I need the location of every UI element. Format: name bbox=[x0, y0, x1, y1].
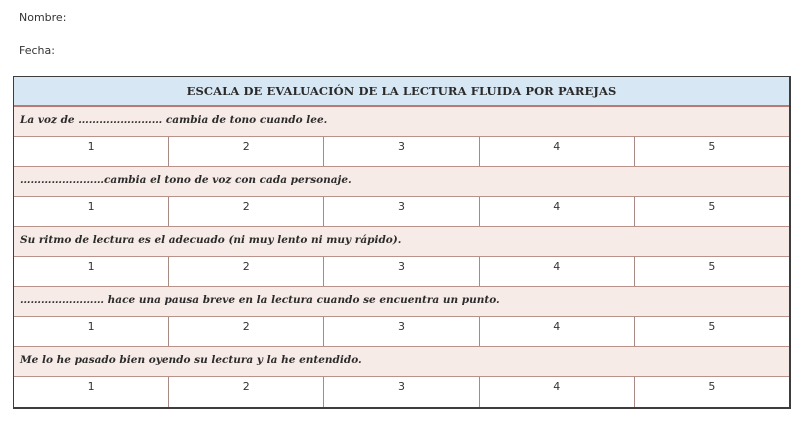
rating-option-3[interactable]: 3 bbox=[324, 317, 479, 346]
table-title: ESCALA DE EVALUACIÓN DE LA LECTURA FLUIDA POR PAREJAS bbox=[14, 77, 789, 107]
statement-row-3: Su ritmo de lectura es el adecuado (ni muy lento ni muy rápido). bbox=[14, 227, 789, 257]
rating-option-5[interactable]: 5 bbox=[708, 260, 716, 273]
rating-option-5[interactable]: 5 bbox=[708, 380, 716, 393]
rating-option-1[interactable]: 1 bbox=[14, 257, 169, 286]
rating-option-5[interactable]: 5 bbox=[708, 200, 716, 213]
nombre-label: Nombre: bbox=[19, 11, 67, 24]
rating-option-3[interactable]: 3 bbox=[324, 377, 479, 407]
rating-option-4[interactable]: 4 bbox=[480, 317, 635, 346]
fecha-label: Fecha: bbox=[19, 44, 55, 57]
rating-option-3[interactable]: 3 bbox=[324, 257, 479, 286]
rating-option-5[interactable]: 5 bbox=[708, 320, 716, 333]
rating-option-2[interactable]: 2 bbox=[169, 137, 324, 166]
rating-option-3[interactable]: 3 bbox=[324, 197, 479, 226]
rating-option-4[interactable]: 4 bbox=[480, 197, 635, 226]
rating-option-2[interactable]: 2 bbox=[169, 317, 324, 346]
rating-option-2[interactable]: 2 bbox=[169, 257, 324, 286]
rating-option-4[interactable]: 4 bbox=[480, 377, 635, 407]
rating-option-1[interactable]: 1 bbox=[14, 377, 169, 407]
rating-option-1[interactable]: 1 bbox=[14, 137, 169, 166]
statement-row-4: …………………… hace una pausa breve en la lectura cuando se encuentra un punto. bbox=[14, 287, 789, 317]
rating-option-1[interactable]: 1 bbox=[14, 317, 169, 346]
rating-row-2 bbox=[14, 197, 789, 227]
rating-row-4 bbox=[14, 317, 789, 347]
rating-row-3 bbox=[14, 257, 789, 287]
statement-row-2: ……………………cambia el tono de voz con cada personaje. bbox=[14, 167, 789, 197]
rating-row-5 bbox=[14, 377, 789, 407]
rating-option-2[interactable]: 2 bbox=[169, 377, 324, 407]
rating-option-4[interactable]: 4 bbox=[480, 137, 635, 166]
statement-row-1: La voz de …………………… cambia de tono cuando lee. bbox=[14, 107, 789, 137]
evaluation-table bbox=[13, 76, 791, 409]
rating-option-2[interactable]: 2 bbox=[169, 197, 324, 226]
statement-row-5: Me lo he pasado bien oyendo su lectura y la he entendido. bbox=[14, 347, 789, 377]
rating-option-4[interactable]: 4 bbox=[480, 257, 635, 286]
rating-option-1[interactable]: 1 bbox=[14, 197, 169, 226]
rating-row-1 bbox=[14, 137, 789, 167]
rating-option-3[interactable]: 3 bbox=[324, 137, 479, 166]
rating-option-5[interactable]: 5 bbox=[708, 140, 716, 153]
